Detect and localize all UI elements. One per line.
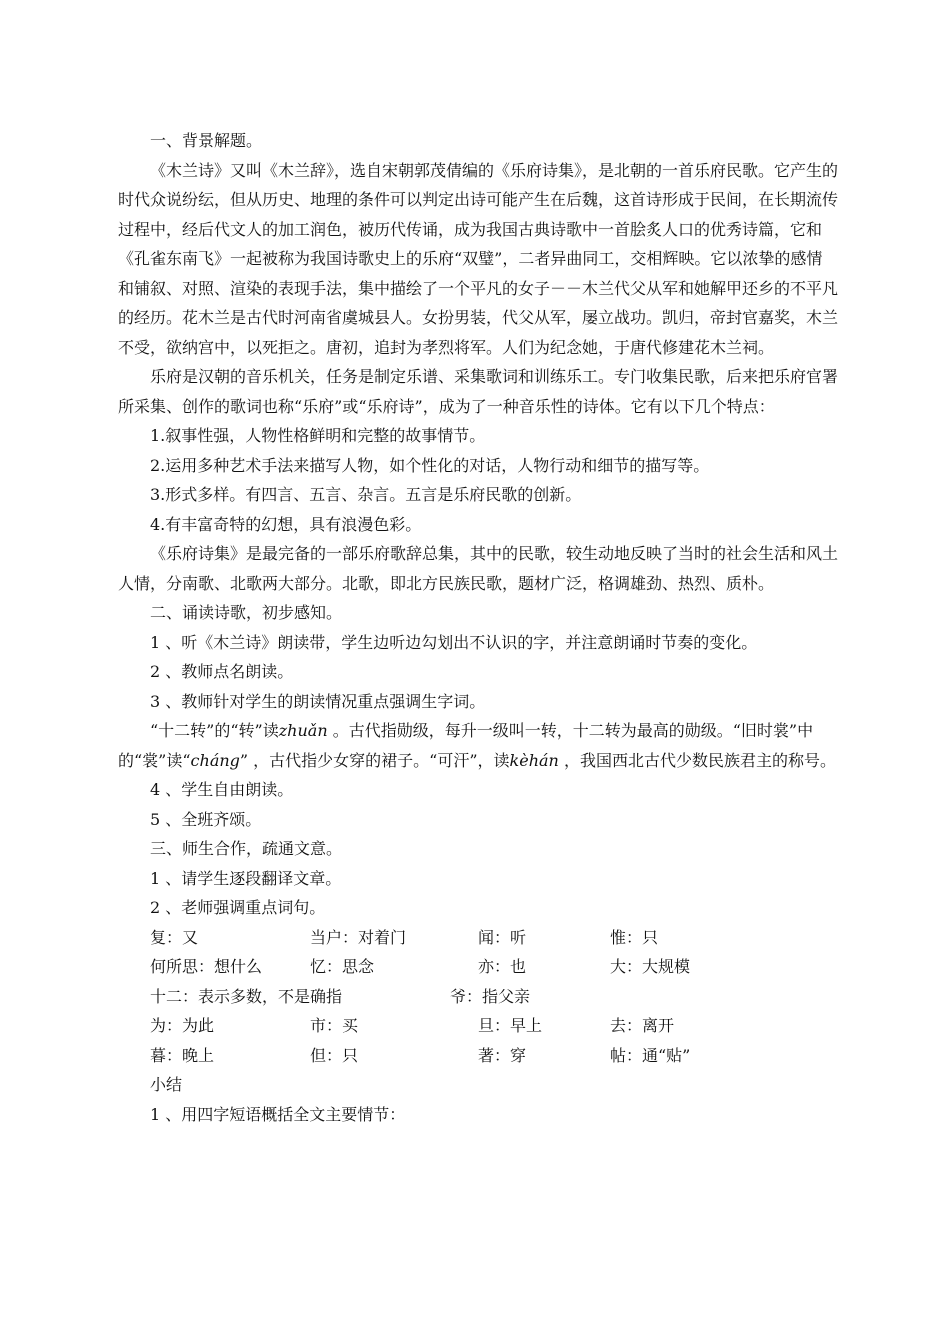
- reading-step-2: 2 、教师点名朗读。: [150, 662, 294, 681]
- reading-step-3: 3 、教师针对学生的朗读情况重点强调生字词。: [150, 691, 486, 711]
- vocab-entry: 去：离开: [610, 1016, 675, 1035]
- section-heading-reading: 二、诵读诗歌，初步感知。: [150, 603, 343, 622]
- section-heading-translation: 三、师生合作，疏通文意。: [150, 839, 343, 858]
- section-heading-background: 一、背景解题。: [150, 131, 263, 150]
- vocab-entry: 但：只: [310, 1045, 359, 1065]
- reading-step-4: 4 、学生自由朗读。: [150, 780, 294, 799]
- feature-point-3: 3.形式多样。有四言、五言、杂言。五言是乐府民歌的创新。: [150, 485, 582, 504]
- vocab-entry: 帖：通“贴”: [610, 1045, 691, 1065]
- feature-point-2: 2.运用多种艺术手法来描写人物，如个性化的对话，人物行动和细节的描写等。: [150, 455, 710, 475]
- feature-point-4: 4.有丰富奇特的幻想，具有浪漫色彩。: [150, 514, 422, 534]
- vocab-entry: 忆：思念: [310, 957, 375, 976]
- vocab-entry: 何所思：想什么: [150, 957, 263, 976]
- pinyin-zhuan: zhuǎn: [278, 721, 328, 740]
- pron-text-c: ” ，古代指少女穿的裙子。“可汗”，读: [239, 750, 510, 770]
- vocab-entry: 爷：指父亲: [450, 986, 531, 1006]
- summary-heading: 小结: [150, 1075, 183, 1094]
- vocab-entry: 当户：对着门: [310, 927, 407, 947]
- vocab-entry: 惟：只: [610, 927, 659, 947]
- translation-step-1: 1 、请学生逐段翻译文章。: [150, 868, 342, 888]
- vocab-entry: 十二：表示多数，不是确指: [150, 986, 343, 1006]
- summary-item-1: 1 、用四字短语概括全文主要情节：: [150, 1104, 406, 1124]
- paragraph-yuefu: 乐府是汉朝的音乐机关，任务是制定乐谱、采集歌词和训练乐工。专门收集民歌，后来把乐府官署所采集、创作的歌词也称“乐府”或“乐府诗”，成为了一种音乐性的诗体。它有以下几个特点：: [118, 367, 839, 416]
- vocab-entry: 闻：听: [478, 927, 527, 947]
- vocab-entry: 暮：晚上: [150, 1045, 215, 1065]
- pron-text-a: “十二转”的“转”读: [150, 721, 279, 740]
- vocab-entry: 著：穿: [478, 1045, 527, 1065]
- vocab-entry: 亦：也: [478, 957, 527, 976]
- reading-step-5: 5 、全班齐颂。: [150, 809, 262, 829]
- vocab-entry: 旦：早上: [478, 1016, 543, 1035]
- pron-text-b: 。古代指勋级，每升一级叫一转，十二转为最高的勋级。“旧时裳”中的“裳”读“: [118, 721, 814, 770]
- pinyin-chang: cháng: [190, 750, 240, 770]
- document-page: [118, 126, 838, 1129]
- vocab-row: [118, 923, 838, 953]
- vocab-row: [118, 952, 838, 982]
- vocab-row: [118, 982, 838, 1012]
- reading-step-1: 1 、听《木兰诗》朗读带，学生边听边勾划出不认识的字，并注意朗诵时节奏的变化。: [150, 632, 758, 652]
- pronunciation-note: [118, 716, 838, 775]
- paragraph-collection: 《乐府诗集》是最完备的一部乐府歌辞总集，其中的民歌，较生动地反映了当时的社会生活和风土人情，分南歌、北歌两大部分。北歌，即北方民族民歌，题材广泛，格调雄劲、热烈、质朴。: [118, 544, 839, 593]
- pinyin-kehan: kèhán: [509, 750, 559, 770]
- vocab-row: [118, 1041, 838, 1071]
- vocab-entry: 大：大规模: [610, 957, 691, 976]
- paragraph-intro: 《木兰诗》又叫《木兰辞》，选自宋朝郭茂倩编的《乐府诗集》，是北朝的一首乐府民歌。它产生的时代众说纷纭，但从历史、地理的条件可以判定出诗可能产生在后魏，这首诗形成于民间，在长期流传过程中，经后代文人的加工润色，被历代传诵，成为我国古典诗歌中一首脍炙人口的优秀诗篇，它和《孔雀东南飞》一起被称为我国诗歌史上的乐府“双璧”，二者异曲同工，交相辉映。它以浓挚的感情和铺叙、对照、渲染的表现手法，集中描绘了一个平凡的女子－－木兰代父从军和她解甲还乡的不平凡的经历。花木兰是古代时河南省虞城县人。女扮男装，代父从军，屡立战功。凯归，帝封官嘉奖，木兰不受，欲纳宫中，以死拒之。唐初，追封为孝烈将军。人们为纪念她，于唐代修建花木兰祠。: [118, 160, 839, 357]
- pron-text-d: ，我国西北古代少数民族君主的称号。: [558, 750, 836, 770]
- vocab-row: [118, 1011, 838, 1041]
- feature-point-1: 1.叙事性强，人物性格鲜明和完整的故事情节。: [150, 426, 486, 445]
- vocab-entry: 为：为此: [150, 1016, 215, 1035]
- translation-step-2: 2 、老师强调重点词句。: [150, 898, 326, 917]
- vocab-entry: 市：买: [310, 1016, 359, 1035]
- vocab-entry: 复：又: [150, 927, 199, 947]
